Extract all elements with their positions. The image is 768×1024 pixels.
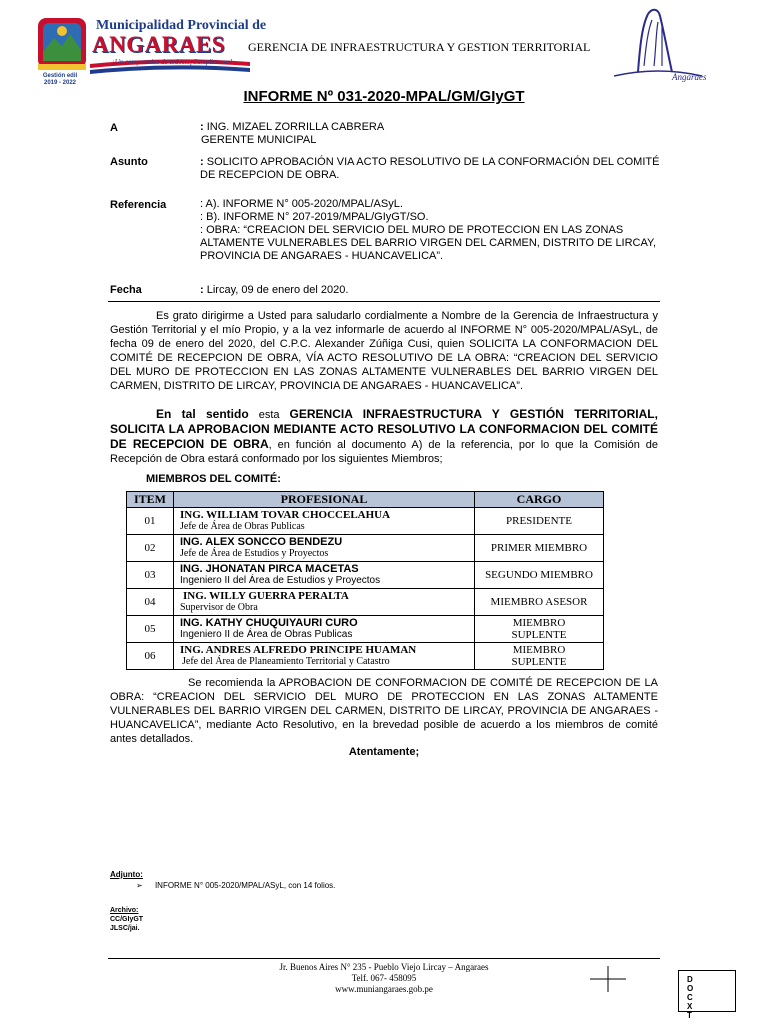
- row-item: 05: [127, 616, 174, 643]
- footer-web: www.muniangaraes.gob.pe: [335, 984, 433, 994]
- member-role: Supervisor de Obra: [180, 602, 258, 613]
- ref-c2: ALTAMENTE VULNERABLES DEL BARRIO VIRGEN DEL CARMEN, DISTRITO DE LIRCAY,: [200, 237, 656, 249]
- fields-divider: [108, 301, 660, 302]
- municipal-shield-logo: [32, 14, 92, 76]
- row-cargo: MIEMBRO ASESOR: [475, 589, 604, 616]
- mountain-logo: [610, 6, 706, 84]
- stamp-text: DOC XT: [687, 975, 694, 1020]
- row-profesional: [174, 643, 475, 670]
- row-item: 03: [127, 562, 174, 589]
- asunto-line1: SOLICITO APROBACIÓN VIA ACTO RESOLUTIVO DE LA CONFORMACIÓN DEL COMITÉ: [206, 156, 660, 168]
- members-heading: MIEMBROS DEL COMITÉ:: [146, 473, 281, 485]
- archivo-label: Archivo:: [110, 907, 139, 914]
- right-logo-text: Angaraes: [672, 72, 707, 82]
- member-role: Jefe de Área de Estudios y Proyectos: [180, 548, 329, 559]
- col-header-item: ITEM: [127, 492, 174, 508]
- intro-paragraph: Es grato dirigirme a Usted para saludarlo cordialmente a Nombre de la Gerencia de Infraestructura y Gestión Territorial y el mío Propio, y a la vez informarle de acuerdo al INFORME N° 005-2020/MPAL/ASyL, de fecha 09 de enero del 2020, del C.P.C. Alexander Zúñiga Cusi, quien SOLICITA LA CONFORMACION DEL COMITÉ DE RECEPCION DE OBRA, VÍA ACTO RESOLUTIVO DE LA OBRA: “CREACION DEL SERVICIO DEL MURO DE PROTECCION EN LAS ZONAS ALTAMENTE VULNERABLES DEL BARRIO VIRGEN DEL CARMEN, DISTRITO DE LIRCAY, PROVINCIA DE ANGARAES - HUANCAVELICA”.: [110, 310, 658, 392]
- row-cargo: PRESIDENTE: [475, 508, 604, 535]
- referencia-value: [200, 198, 660, 263]
- referencia-label: Referencia: [110, 199, 167, 211]
- footer-divider: [108, 958, 660, 959]
- col-header-profesional: PROFESIONAL: [174, 492, 475, 508]
- row-item: 02: [127, 535, 174, 562]
- closing: Atentamente;: [348, 746, 420, 758]
- fecha-label: Fecha: [110, 284, 142, 296]
- member-name: ING. ALEX SONCCO BENDEZU: [180, 536, 343, 548]
- asunto-line2: DE RECEPCION DE OBRA.: [200, 169, 340, 181]
- row-profesional: [174, 589, 475, 616]
- member-role: Ingeniero II del Área de Estudios y Proyectos: [180, 575, 381, 586]
- report-title: INFORME Nº 031-2020-MPAL/GM/GIyGT: [243, 88, 525, 105]
- row-cargo: [475, 643, 604, 670]
- archivo-line1: CC/GIyGT: [110, 916, 144, 923]
- col-header-cargo: CARGO: [475, 492, 604, 508]
- archivo-line2: JLSC/jai.: [110, 925, 140, 932]
- archivo-block: [110, 906, 143, 933]
- a-value: : ING. MIZAEL ZORRILLA CABRERA GERENTE MUNICIPAL: [200, 121, 385, 146]
- table-row: [127, 589, 604, 616]
- cargo-line1: MIEMBRO: [512, 617, 566, 629]
- a-label: A: [110, 122, 118, 134]
- member-name: ING. WILLY GUERRA PERALTA: [183, 590, 349, 602]
- ref-c3: PROVINCIA DE ANGARAES - HUANCAVELICA”.: [200, 250, 444, 262]
- member-name: ING. KATHY CHUQUIYAURI CURO: [180, 617, 358, 629]
- adjunto-item: [136, 881, 335, 890]
- request-bold-b: GERENCIA INFRAESTRUCTURA Y GESTIÓN TERRITORIAL, SOLICITA LA APROBACION MEDIANTE ACTO RESOLUTIVO LA CONFORMACION DEL COMITÉ DE RECEPCION DE OBRA: [110, 407, 658, 451]
- a-line1: ING. MIZAEL ZORRILLA CABRERA: [206, 121, 385, 133]
- crosshair-mark: [590, 966, 626, 992]
- row-item: 01: [127, 508, 174, 535]
- cargo-line2: SUPLENTE: [511, 629, 567, 641]
- table-row: [127, 562, 604, 589]
- request-paragraph: [110, 407, 658, 466]
- row-profesional: [174, 616, 475, 643]
- cargo-line2: SUPLENTE: [511, 656, 567, 668]
- fecha-text: Lircay, 09 de enero del 2020.: [206, 284, 349, 296]
- member-name: ING. JHONATAN PIRCA MACETAS: [180, 563, 359, 575]
- members-table: [126, 491, 604, 670]
- row-profesional: [174, 508, 475, 535]
- row-item: 04: [127, 589, 174, 616]
- recommendation-paragraph: Se recomienda la APROBACION DE CONFORMACION DE COMITÉ DE RECEPCION DE LA OBRA: “CREACION DEL SERVICIO DEL MURO DE PROTECCION EN LAS ZONAS ALTAMENTE VULNERABLES DEL BARRIO VIRGEN DEL CARMEN, DISTRITO DE LIRCAY, PROVINCIA DE ANGARAES - HUANCAVELICA”, mediante Acto Resolutivo, en la brevedad posible de acuerdo a los miembros de comité antes detallados.: [110, 677, 658, 745]
- request-bold-a: En tal sentido: [156, 407, 249, 421]
- a-line2: GERENTE MUNICIPAL: [201, 134, 317, 146]
- gerencia-header: GERENCIA DE INFRAESTRUCTURA Y GESTION TERRITORIAL: [248, 40, 591, 54]
- adjunto-text: INFORME N° 005-2020/MPAL/ASyL, con 14 folios.: [154, 881, 336, 890]
- request-plain-a: esta: [258, 409, 280, 421]
- table-row: [127, 535, 604, 562]
- fecha-value: : Lircay, 09 de enero del 2020.: [200, 284, 349, 296]
- gestion-years: 2019 - 2022: [43, 80, 77, 86]
- gestion-label: Gestión edil: [42, 73, 78, 79]
- table-row: [127, 508, 604, 535]
- cargo-line1: MIEMBRO: [512, 644, 566, 656]
- row-profesional: [174, 535, 475, 562]
- table-row: [127, 643, 604, 670]
- member-role: Jefe del Área de Planeamiento Territorial y Catastro: [182, 656, 390, 667]
- row-item: 06: [127, 643, 174, 670]
- row-cargo: PRIMER MIEMBRO: [475, 535, 604, 562]
- row-cargo: [475, 616, 604, 643]
- slogan: ¡Un compromiso de todos...¡Cumpliremos!: [112, 58, 233, 66]
- municipality-title: Municipalidad Provincial de: [96, 18, 267, 33]
- request-plain-b: , en función al documento A) de la referencia, por lo que la Comisión de Recepción de Obra estará conformado por los siguientes Miembros;: [110, 439, 658, 465]
- asunto-value: : SOLICITO APROBACIÓN VIA ACTO RESOLUTIVO DE LA CONFORMACIÓN DEL COMITÉ DE RECEPCION DE OBRA.: [200, 156, 660, 181]
- table-row: [127, 616, 604, 643]
- municipality-name: ANGARAES: [92, 32, 226, 57]
- member-role: Ingeniero II de Área de Obras Publicas: [180, 629, 353, 640]
- footer-phone: Telf. 067- 458095: [351, 973, 417, 983]
- ref-b: : B). INFORME N° 207-2019/MPAL/GIyGT/SO.: [200, 211, 429, 223]
- gestion-badge: [40, 73, 80, 87]
- row-profesional: [174, 562, 475, 589]
- member-name: ING. ANDRES ALFREDO PRINCIPE HUAMAN: [180, 644, 417, 656]
- asunto-label: Asunto: [110, 156, 148, 168]
- footer-address: Jr. Buenos Aires N° 235 - Pueblo Viejo Lircay – Angaraes: [279, 962, 489, 972]
- bullet-icon: ➢: [136, 881, 143, 890]
- row-cargo: SEGUNDO MIEMBRO: [475, 562, 604, 589]
- adjunto-label: Adjunto:: [110, 870, 143, 879]
- ref-c1: : OBRA: “CREACION DEL SERVICIO DEL MURO DE PROTECCION EN LAS ZONAS: [200, 224, 624, 236]
- document-stamp-box: [678, 970, 736, 1020]
- ref-a: : A). INFORME N° 005-2020/MPAL/ASyL.: [200, 198, 403, 210]
- table-header-row: [127, 492, 604, 508]
- member-name: ING. WILLIAM TOVAR CHOCCELAHUA: [180, 509, 391, 521]
- member-role: Jefe de Área de Obras Publicas: [180, 521, 305, 532]
